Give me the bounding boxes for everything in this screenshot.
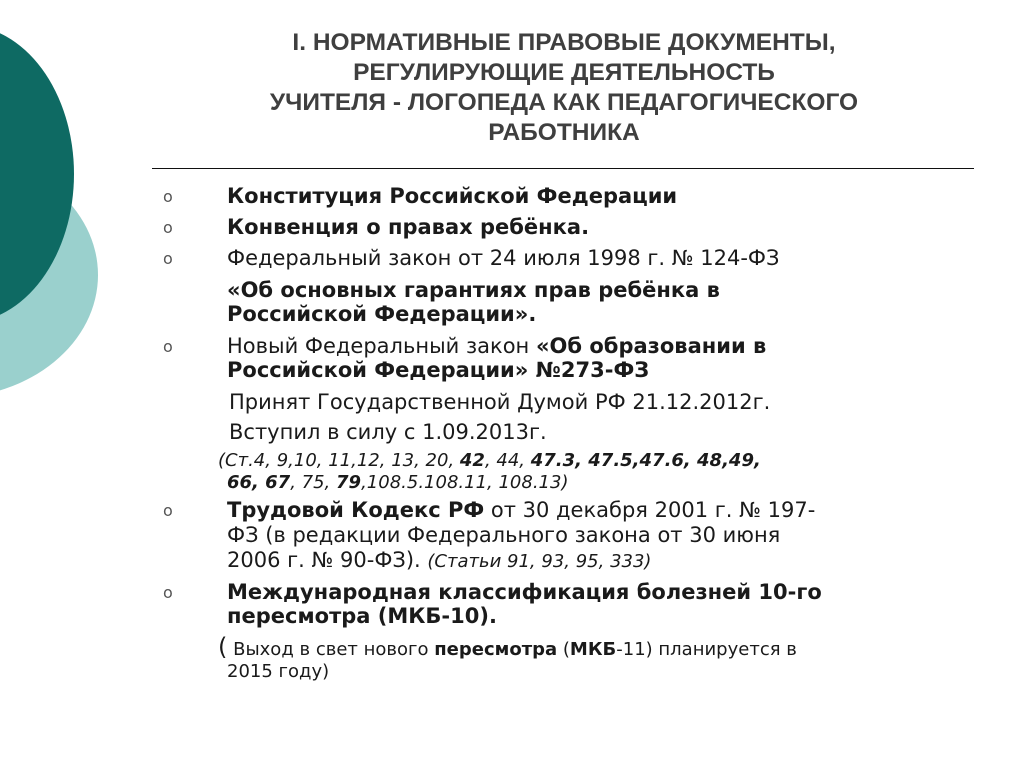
- list-item-icd: Международная классификация болезней 10-го: [227, 580, 822, 604]
- law273-effective: Вступил в силу с 1.09.2013г.: [229, 420, 547, 444]
- bullet-icon: o: [163, 337, 173, 356]
- title-line: I. НОРМАТИВНЫЕ ПРАВОВЫЕ ДОКУМЕНТЫ,: [292, 29, 836, 56]
- law273-articles: 66, 67, 75, 79,108.5.108.11, 108.13): [227, 472, 569, 493]
- list-item-convention: Конвенция о правах ребёнка.: [227, 215, 590, 239]
- icd-note: 2015 году): [227, 661, 330, 682]
- law273-adopted: Принят Государственной Думой РФ 21.12.2012г.: [229, 390, 771, 414]
- bullet-icon: o: [163, 187, 173, 206]
- bullet-icon: o: [163, 218, 173, 237]
- labor-code-text: 2006 г. № 90-ФЗ). (Статьи 91, 93, 95, 333): [227, 548, 652, 572]
- list-item-law124: Федеральный закон от 24 июля 1998 г. № 124-ФЗ: [227, 246, 780, 270]
- list-item-constitution: Конституция Российской Федерации: [227, 184, 678, 208]
- law124-title: Российской Федерации».: [227, 302, 537, 326]
- law124-title: «Об основных гарантиях прав ребёнка в: [227, 278, 720, 302]
- list-item-law273: Новый Федеральный закон «Об образовании в: [227, 334, 767, 358]
- bullet-icon: o: [163, 501, 173, 520]
- icd-note: ( Выход в свет нового пересмотра (МКБ-11) планируется в: [218, 633, 797, 661]
- law273-title: Российской Федерации» №273-ФЗ: [227, 358, 650, 382]
- list-item-labor-code: Трудовой Кодекс РФ от 30 декабря 2001 г. № 197-: [227, 498, 816, 522]
- title-line: УЧИТЕЛЯ - ЛОГОПЕДА КАК ПЕДАГОГИЧЕСКОГО: [269, 89, 859, 116]
- labor-code-text: ФЗ (в редакции Федерального закона от 30 июня: [227, 523, 781, 547]
- bullet-icon: o: [163, 583, 173, 602]
- bullet-icon: o: [163, 249, 173, 268]
- title-line: РЕГУЛИРУЮЩИЕ ДЕЯТЕЛЬНОСТЬ: [353, 59, 775, 86]
- icd-text: пересмотра (МКБ-10).: [227, 604, 497, 628]
- law273-articles: (Ст.4, 9,10, 11,12, 13, 20, 42, 44, 47.3, 47.5,47.6, 48,49,: [218, 450, 761, 471]
- title-line: РАБОТНИКА: [488, 119, 640, 146]
